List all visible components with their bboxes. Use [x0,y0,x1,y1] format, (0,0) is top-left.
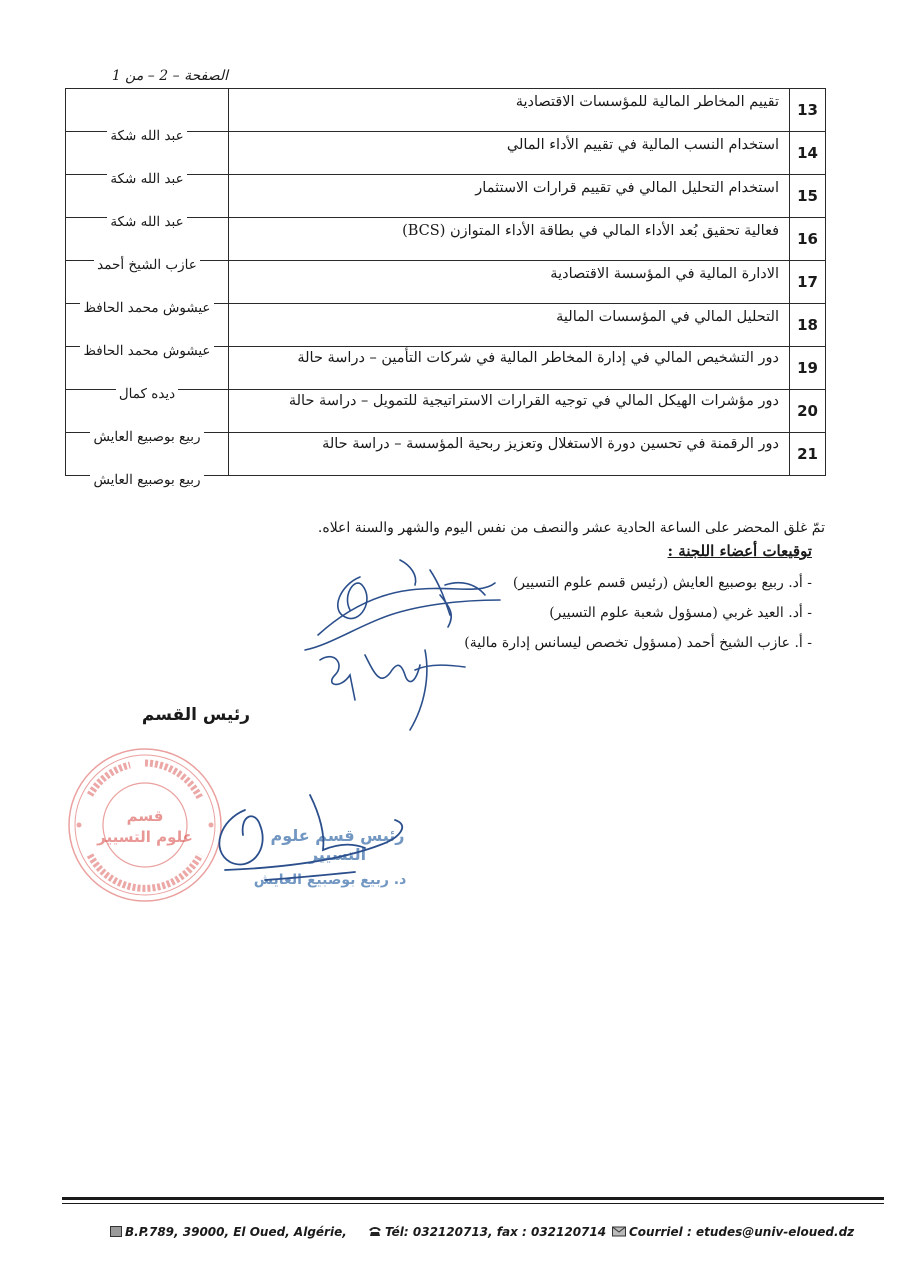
svg-text:علوم التسيير: علوم التسيير [97,828,193,846]
thesis-title: الادارة المالية في المؤسسة الاقتصادية [550,266,779,282]
signatures-heading: توقيعات أعضاء اللجنة : [667,542,812,560]
department-head-title: رئيس القسم [141,705,250,725]
thesis-title: دور مؤشرات الهيكل المالي في توجيه القرارات الاستراتيجية للتمويل – دراسة حالة [288,393,779,409]
supervisor-name: عبد الله شكة [107,171,186,187]
thesis-title-cell [229,175,790,218]
thesis-number: 15 [790,175,826,218]
thesis-title: دور التشخيص المالي في إدارة المخاطر المالية في شركات التأمين – دراسة حالة [297,350,779,366]
thesis-title-cell [229,433,790,476]
supervisor-name: ربيع بوصبيع العايش [90,429,203,445]
thesis-title: التحليل المالي في المؤسسات المالية [556,309,779,325]
committee-member: - أد. العيد غربي (مسؤول شعبة علوم التسيير) [360,600,812,630]
thesis-title: تقييم المخاطر المالية للمؤسسات الاقتصادية [515,94,779,110]
thesis-title-cell [229,261,790,304]
official-seal [65,745,225,905]
thesis-number: 19 [790,347,826,390]
department-head-signature [205,790,425,890]
thesis-title: استخدام النسب المالية في تقييم الأداء المالي [506,137,779,153]
telephone-icon [368,1226,382,1237]
thesis-title: فعالية تحقيق بُعد الأداء المالي في بطاقة الأداء المتوازن (BCS) [402,223,779,239]
footer-phone: Tél: 032120713, fax : 032120714 [368,1225,606,1239]
envelope-icon [612,1226,626,1237]
official-seal-text: قسم [126,807,164,825]
footer-email: Courriel : etudes@univ-eloued.dz [612,1225,854,1239]
supervisor-name: عبد الله شكة [107,128,186,144]
head-stamp-name: د. ربيع بوصبيع العايش [253,872,407,888]
thesis-title-cell [229,218,790,261]
footer-rule [62,1197,884,1200]
supervisor-name: ربيع بوصبيع العايش [90,472,203,488]
thesis-number: 18 [790,304,826,347]
thesis-title: دور الرقمنة في تحسين دورة الاستغلال وتعزيز ربحية المؤسسة – دراسة حالة [322,436,779,452]
page-number: الصفحة – 2 – من 1 [111,68,228,84]
thesis-row [66,89,826,132]
supervisor-cell [66,89,229,144]
committee-member: - أد. ربيع بوصبيع العايش (رئيس قسم علوم التسيير) [360,570,812,600]
thesis-number: 20 [790,390,826,433]
committee-signature [300,555,520,745]
footer-rule [62,1203,884,1204]
mailbox-icon [110,1226,122,1237]
supervisor-name: عيشوش محمد الحافظ [80,300,213,316]
thesis-number: 16 [790,218,826,261]
thesis-title-cell [229,132,790,175]
thesis-number: 17 [790,261,826,304]
supervisor-name: عازب الشيخ أحمد [94,257,200,273]
thesis-title-cell [229,347,790,390]
thesis-table [65,88,826,488]
closing-statement: تمّ غلق المحضر على الساعة الحادية عشر والنصف من نفس اليوم والشهر والسنة اعلاه. [317,520,825,536]
committee-member: - أ. عازب الشيخ أحمد (مسؤول تخصص ليسانس إدارة مالية) [360,630,812,660]
footer [110,1225,890,1247]
thesis-number: 14 [790,132,826,175]
thesis-number: 21 [790,433,826,476]
supervisor-name: ديده كمال [116,386,178,402]
thesis-title: استخدام التحليل المالي في تقييم قرارات الاستثمار [475,180,779,196]
thesis-title-cell [229,304,790,347]
footer-address: B.P.789, 39000, El Oued, Algérie, [110,1225,347,1239]
supervisor-name: عبد الله شكة [107,214,186,230]
supervisor-name: عيشوش محمد الحافظ [80,343,213,359]
thesis-number: 13 [790,89,826,132]
thesis-title-cell [229,390,790,433]
head-stamp-title: رئيس قسم علوم التسيير [270,826,405,864]
thesis-title-cell [229,89,790,132]
